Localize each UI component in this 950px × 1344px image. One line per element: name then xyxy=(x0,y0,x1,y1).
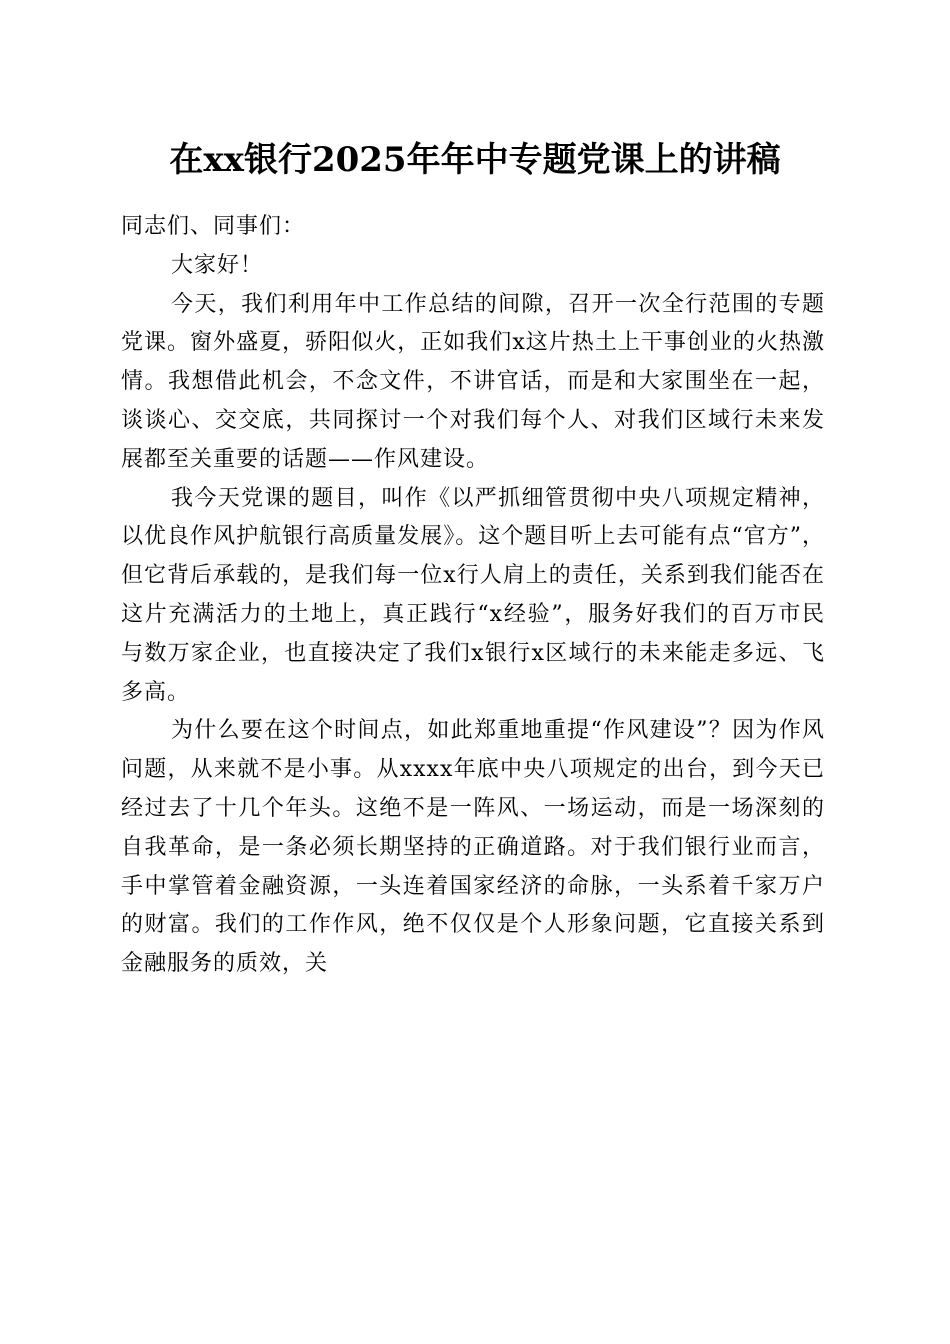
document-body xyxy=(121,208,825,984)
salutation: 同志们、同事们： xyxy=(121,214,306,239)
paragraph-intro: 今天，我们利用年中工作总结的间隙，召开一次全行范围的专题党课。窗外盛夏，骄阳似火，正如我们x这片热土上干事创业的火热激情。我想借此机会，不念文件，不讲官话，而是和大家围坐在一起，谈谈心、交交底，共同探讨一个对我们每个人、对我们区域行未来发展都至关重要的话题——作风建设。 xyxy=(121,291,825,472)
paragraph-reason: 为什么要在这个时间点，如此郑重地重提“作风建设”？因为作风问题，从来就不是小事。从xxxx年底中央八项规定的出台，到今天已经过去了十几个年头。这绝不是一阵风、一场运动，而是一场深刻的自我革命，是一条必须长期坚持的正确道路。对于我们银行业而言，手中掌管着金融资源，一头连着国家经济的命脉，一头系着千家万户的财富。我们的工作作风，绝不仅仅是个人形象问题，它直接关系到金融服务的质效，关 xyxy=(121,718,825,977)
paragraph-greeting: 大家好！ xyxy=(171,252,264,278)
document-title: 在xx银行2025年年中专题党课上的讲稿 xyxy=(169,140,781,180)
paragraph-topic: 我今天党课的题目，叫作《以严抓细管贯彻中央八项规定精神，以优良作风护航银行高质量发展》。这个题目听上去可能有点“官方”，但它背后承载的，是我们每一位x行人肩上的责任，关系到我们能否在这片充满活力的土地上，真正践行“x经验”，服务好我们的百万市民与数万家企业，也直接决定了我们x银行x区域行的未来能走多远、飞多高。 xyxy=(121,485,825,705)
